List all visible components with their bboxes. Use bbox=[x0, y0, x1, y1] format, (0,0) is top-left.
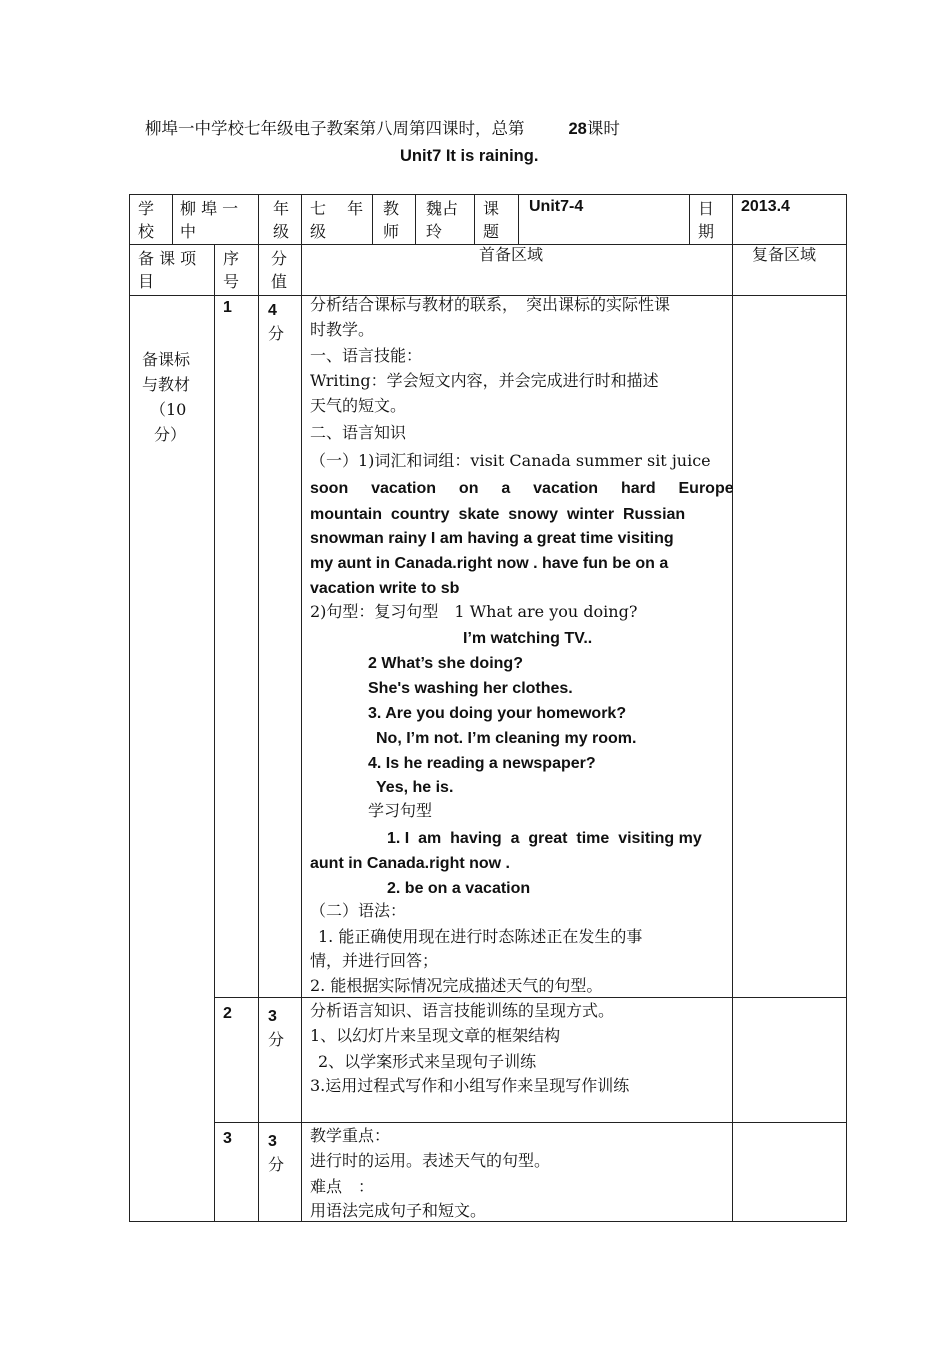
row2-line-2: 1、以幻灯片来呈现文章的框架结构 bbox=[310, 1026, 561, 1045]
review-prep-header: 复备区域 bbox=[752, 245, 817, 264]
row1-line-17: 3. Are you doing your homework? bbox=[368, 705, 627, 722]
grade-label: 年 级 bbox=[273, 199, 290, 241]
topic-label: 课 题 bbox=[483, 199, 500, 241]
header-text: 柳埠一中学校七年级电子教案第八周第四课时，总第 bbox=[145, 119, 525, 138]
row1-line-3: 一、语言技能： bbox=[310, 346, 423, 365]
row1-line-2: 时教学。 bbox=[310, 320, 375, 339]
school-label: 学 校 bbox=[138, 199, 155, 241]
row3-line-1: 教学重点： bbox=[310, 1126, 391, 1145]
row1-line-25: （二）语法： bbox=[310, 901, 407, 920]
row1-line-10: snowman rainy I am having a great time visiting bbox=[310, 530, 674, 547]
row1-line-15: 2 What’s she doing? bbox=[368, 655, 523, 672]
lesson-number: 28 bbox=[568, 120, 587, 138]
lesson-unit: 课时 bbox=[586, 119, 620, 138]
score-header: 分 值 bbox=[271, 249, 288, 291]
row3-line-4: 用语法完成句子和短文。 bbox=[310, 1201, 487, 1220]
row1-line-14: I’m watching TV.. bbox=[463, 630, 593, 647]
item-header: 备 课 项 目 bbox=[138, 249, 197, 291]
grade-value: 七 年 级 bbox=[310, 199, 364, 241]
row2-score: 3 分 bbox=[268, 1008, 285, 1049]
row1-line-22: 1. I am having a great time visiting my bbox=[387, 830, 702, 847]
category-label: 备课标 与教材 （10 分） bbox=[142, 350, 191, 444]
row3-line-2: 进行时的运用。表述天气的句型。 bbox=[310, 1151, 551, 1170]
row2-line-4: 3.运用过程式写作和小组写作来呈现写作训练 bbox=[310, 1076, 630, 1095]
row1-line-28: 2. 能根据实际情况完成描述天气的句型。 bbox=[310, 976, 603, 995]
row3-number: 3 bbox=[223, 1130, 232, 1147]
row1-line-4: Writing：学会短文内容，并会完成进行时和描述 bbox=[310, 371, 659, 390]
row1-line-12: vacation write to sb bbox=[310, 580, 460, 597]
row1-line-24: 2. be on a vacation bbox=[387, 880, 531, 897]
row1-line-21: 学习句型 bbox=[368, 801, 433, 820]
row1-line-1: 分析结合课标与教材的联系， 突出课标的实际性课 bbox=[310, 295, 671, 314]
row1-number: 1 bbox=[223, 299, 232, 316]
document-title: Unit7 It is raining. bbox=[400, 147, 539, 165]
row2-line-1: 分析语言知识、语言技能训练的呈现方式。 bbox=[310, 1001, 615, 1020]
row1-line-16: She's washing her clothes. bbox=[368, 680, 573, 697]
no-header: 序 号 bbox=[223, 249, 240, 291]
date-label: 日 期 bbox=[698, 199, 715, 241]
teacher-value: 魏占 玲 bbox=[426, 199, 459, 241]
row1-line-18: No, I’m not. I’m cleaning my room. bbox=[376, 730, 637, 747]
row1-line-23: aunt in Canada.right now . bbox=[310, 855, 510, 872]
row1-line-27: 情，并进行回答； bbox=[310, 951, 439, 970]
school-value: 柳 埠 一 中 bbox=[180, 199, 239, 241]
row1-line-20: Yes, he is. bbox=[376, 779, 454, 796]
row3-score: 3 分 bbox=[268, 1133, 285, 1174]
row1-line-8: soon vacation on a vacation hard Europe bbox=[310, 480, 734, 497]
row1-line-13: 2)句型：复习句型 1 What are you doing? bbox=[310, 602, 638, 621]
row1-line-19: 4. Is he reading a newspaper? bbox=[368, 755, 596, 772]
row2-line-3: 2、以学案形式来呈现句子训练 bbox=[318, 1052, 537, 1071]
row1-line-7: （一）1)词汇和词组：visit Canada summer sit juice bbox=[310, 451, 711, 470]
row2-number: 2 bbox=[223, 1005, 232, 1022]
topic-value: Unit7-4 bbox=[529, 198, 584, 215]
row1-line-26: 1. 能正确使用现在进行时态陈述正在发生的事 bbox=[318, 927, 643, 946]
row1-line-9: mountain country skate snowy winter Russian bbox=[310, 506, 686, 523]
row1-line-5: 天气的短文。 bbox=[310, 396, 407, 415]
row3-line-3: 难点 ： bbox=[310, 1177, 375, 1196]
row1-line-11: my aunt in Canada.right now . have fun be on a bbox=[310, 555, 669, 572]
date-value: 2013.4 bbox=[741, 198, 790, 215]
row1-line-6: 二、语言知识 bbox=[310, 423, 407, 442]
first-prep-header: 首备区域 bbox=[479, 245, 544, 264]
header-line bbox=[145, 121, 620, 138]
teacher-label: 教 师 bbox=[383, 199, 400, 241]
row1-score: 4 分 bbox=[268, 302, 285, 343]
